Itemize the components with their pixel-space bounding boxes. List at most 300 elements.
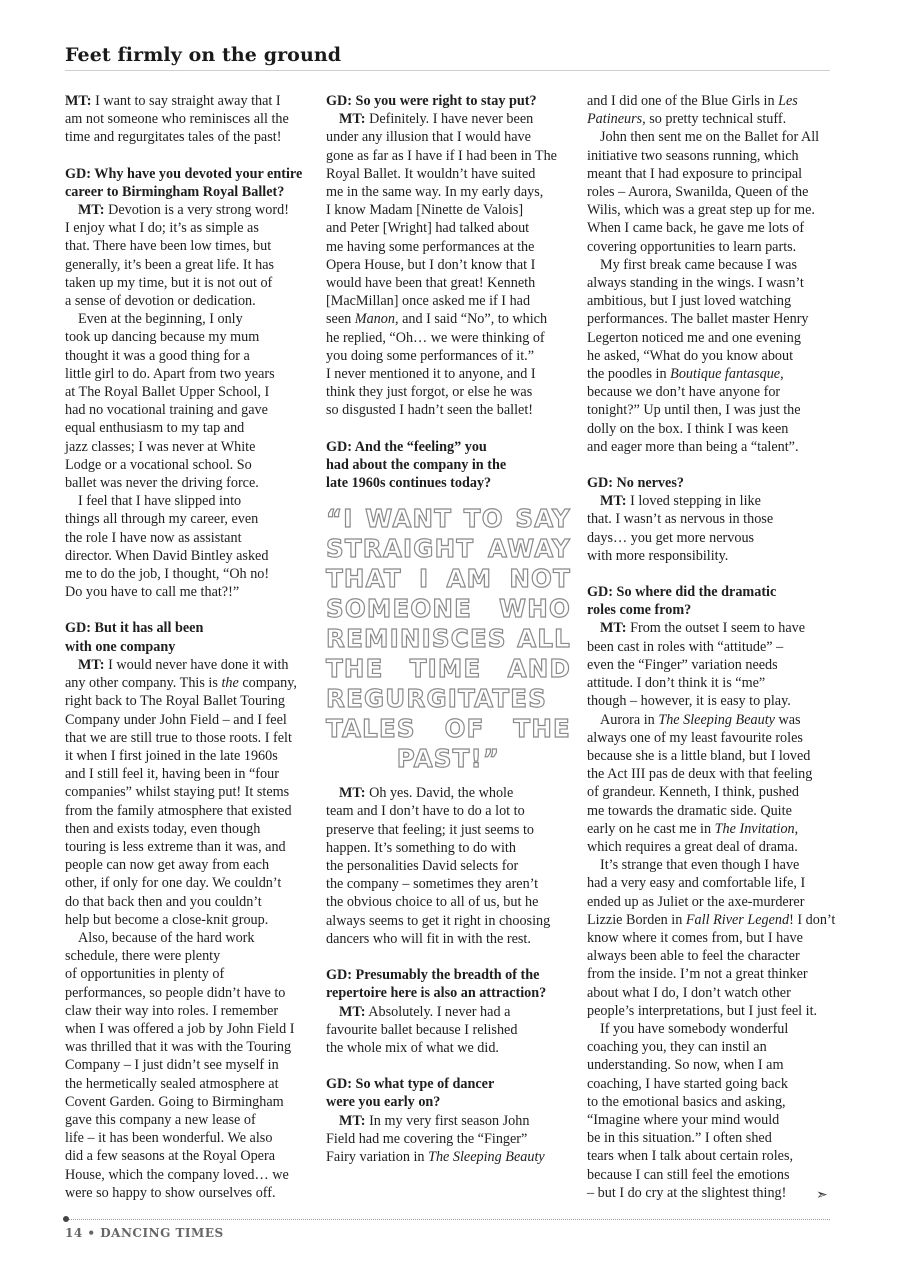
text-line [587, 529, 830, 547]
text-line [587, 619, 830, 637]
pull-quote-line: PAST!” [396, 744, 501, 774]
text-segment: always seems to get it right in choosing [326, 912, 551, 929]
pull-quote-line: TALES OF THE [326, 714, 571, 744]
question-line [587, 583, 830, 601]
text-line [65, 1093, 308, 1111]
speaker-label: MT: [339, 785, 366, 802]
text-line [587, 1184, 830, 1202]
text-line [65, 565, 308, 583]
text-line [587, 1166, 830, 1184]
text-segment: to the emotional basics and asking, [587, 1093, 786, 1110]
text-segment: generally, it’s been a great life. It has [65, 256, 275, 273]
text-line [587, 110, 830, 128]
text-segment: Definitely. I have never been [369, 111, 534, 128]
text-line [587, 1129, 830, 1147]
text-line [326, 1112, 569, 1130]
text-segment: took up dancing because my mum [65, 329, 260, 346]
text-segment: me to do the job, I thought, “Oh no! [65, 566, 270, 583]
text-segment: initiative two seasons running, which [587, 147, 799, 164]
text-line [326, 310, 569, 328]
text-segment: Even at the beginning, I only [78, 311, 243, 328]
text-segment: “Imagine where your mind would [587, 1111, 780, 1128]
text-line [326, 365, 569, 383]
text-line [587, 1111, 830, 1129]
text-line [587, 438, 830, 456]
text-segment: Legerton noticed me and one evening [587, 329, 801, 346]
text-segment: always one of my least favourite roles [587, 729, 803, 746]
question-line [65, 183, 308, 201]
text-segment: days… you get more nervous [587, 529, 755, 546]
question-line [65, 619, 308, 637]
text-line [587, 638, 830, 656]
text-line [65, 219, 308, 237]
text-segment: late 1960s continues today? [326, 475, 492, 492]
text-segment: that. I wasn’t as nervous in those [587, 511, 774, 528]
text-segment: because she is a little bland, but I loved [587, 747, 811, 764]
speaker-label: MT: [339, 1112, 366, 1129]
text-segment: the whole mix of what we did. [326, 1039, 499, 1056]
text-line [65, 1075, 308, 1093]
pull-quote-line: STRAIGHT AWAY [326, 534, 571, 564]
text-line [587, 1147, 830, 1165]
text-line [65, 347, 308, 365]
text-segment: from the family atmosphere that existed [65, 802, 292, 819]
text-segment: me in the same way. In my early days, [326, 184, 544, 201]
text-line [326, 1130, 569, 1148]
text-segment: In my very first season John [369, 1112, 530, 1129]
text-segment: at The Royal Ballet Upper School, I [65, 384, 270, 401]
text-segment: had no vocational training and gave [65, 402, 268, 419]
text-segment: favourite ballet because I relished [326, 1021, 518, 1038]
paragraph-gap [65, 147, 308, 165]
text-line [326, 912, 569, 930]
magazine-name: DANCING TIMES [100, 1226, 224, 1240]
italic-title: Les [778, 93, 798, 109]
text-segment: me having some performances at the [326, 238, 535, 255]
text-segment: GD: So you were right to stay put? [326, 93, 537, 109]
text-line [587, 838, 830, 856]
text-segment: equal enthusiasm to my tap and [65, 420, 245, 437]
text-line [65, 1147, 308, 1165]
text-segment: From the outset I seem to have [630, 620, 806, 637]
text-line [587, 674, 830, 692]
paragraph-gap [326, 1057, 569, 1075]
text-segment: Company under John Field – and I feel [65, 711, 287, 728]
text-segment: I know Madam [Ninette de Valois] [326, 202, 524, 219]
text-segment: If you have somebody wonderful [600, 1020, 789, 1037]
italic-title: Fall River Legend [685, 911, 790, 928]
text-line [326, 329, 569, 347]
text-line [65, 893, 308, 911]
text-line [587, 820, 830, 838]
text-line [326, 256, 569, 274]
text-line [326, 274, 569, 292]
text-segment: the poodles in [587, 366, 667, 383]
text-line [326, 875, 569, 893]
paragraph-gap [587, 456, 830, 474]
text-line [587, 1002, 830, 1020]
continue-arrow-icon: ➣ [816, 1187, 828, 1203]
text-line [65, 1184, 308, 1202]
paragraph-gap [65, 601, 308, 619]
text-segment: had a very easy and comfortable life, I [587, 875, 806, 892]
text-line [65, 1111, 308, 1129]
text-segment: I enjoy what I do; it’s as simple as [65, 220, 259, 237]
text-segment: people can now get away from each [65, 857, 270, 874]
text-line [65, 401, 308, 419]
text-segment: touring is less extreme than it was, and [65, 838, 286, 855]
text-segment: under any illusion that I would have [326, 129, 531, 146]
text-segment: did a few seasons at the Royal Opera [65, 1148, 275, 1165]
question-line [326, 474, 569, 492]
text-segment: I never mentioned it to anyone, and I [326, 366, 536, 383]
text-line [65, 583, 308, 601]
text-segment: company, [242, 675, 297, 692]
text-segment: when I was offered a job by John Field I [65, 1020, 295, 1037]
text-line [65, 438, 308, 456]
text-line [326, 347, 569, 365]
text-segment: ambitious, but I just loved watching [587, 293, 792, 310]
text-line [65, 965, 308, 983]
question-line [326, 984, 569, 1002]
text-line [587, 420, 830, 438]
text-line [587, 656, 830, 674]
text-segment: that. There have been low times, but [65, 238, 272, 255]
text-segment: GD: No nerves? [587, 475, 684, 492]
italic-title: The Sleeping Beauty [658, 711, 775, 728]
text-segment: you doing some performances of it.” [326, 347, 535, 364]
text-line [326, 1039, 569, 1057]
text-segment: dancers who will fit in with the rest. [326, 930, 531, 947]
text-segment: help but become a close-knit group. [65, 911, 269, 928]
pull-quote-line: REMINISCES ALL [326, 624, 571, 654]
text-line [587, 947, 830, 965]
text-segment: of grandeur. Kenneth, I think, pushed [587, 784, 799, 801]
text-segment: he replied, “Oh… we were thinking of [326, 329, 545, 346]
text-segment: Also, because of the hard work [78, 929, 255, 946]
text-line [65, 310, 308, 328]
text-line [587, 183, 830, 201]
text-line [587, 856, 830, 874]
text-line [65, 456, 308, 474]
text-segment: tonight?” Up until then, I was just the [587, 402, 801, 419]
text-segment: , [794, 820, 799, 837]
text-segment: know where it comes from, but I have [587, 929, 803, 946]
text-line [65, 874, 308, 892]
italic-title: Patineurs [587, 111, 643, 128]
text-segment: performances, so people didn’t have to [65, 984, 286, 1001]
speaker-label: MT: [78, 656, 105, 673]
text-segment: , [780, 366, 784, 383]
text-line [326, 383, 569, 401]
text-line [65, 547, 308, 565]
text-line [587, 711, 830, 729]
text-segment: ended up as Juliet or the axe-murderer [587, 893, 805, 910]
text-segment: career to Birmingham Royal Ballet? [65, 183, 285, 200]
text-segment: early on he cast me in [587, 820, 712, 837]
text-line [587, 747, 830, 765]
text-line [587, 383, 830, 401]
text-segment: taken up my time, but it is not out of [65, 274, 273, 291]
text-segment: and I did one of the Blue Girls in [587, 93, 775, 109]
question-line [326, 966, 569, 984]
text-segment: because we don’t have anyone for [587, 384, 781, 401]
text-line [587, 911, 836, 929]
text-segment: thought it was a good thing for a [65, 347, 250, 364]
text-line [65, 474, 308, 492]
text-line [65, 529, 308, 547]
text-line [65, 656, 308, 674]
text-line [326, 893, 569, 911]
text-line [65, 820, 308, 838]
text-line [65, 711, 308, 729]
text-line [65, 1166, 308, 1184]
text-segment: were so happy to show ourselves off. [65, 1184, 276, 1201]
text-segment: I loved stepping in like [630, 493, 761, 510]
page-footer [65, 1226, 224, 1240]
text-line [587, 547, 830, 565]
text-line [587, 802, 830, 820]
pull-quote [326, 504, 571, 774]
text-segment: because I can still feel the emotions [587, 1166, 790, 1183]
column-2 [326, 92, 569, 1166]
speaker-label: MT: [339, 1003, 366, 1020]
text-segment: seen [326, 311, 352, 328]
text-segment: so disgusted I hadn’t seen the ballet! [326, 402, 533, 419]
text-segment: roles – Aurora, Swanilda, Queen of the [587, 184, 809, 201]
text-segment: When I came back, he gave me lots of [587, 220, 805, 237]
text-segment: would have been that great! Kenneth [326, 275, 536, 292]
text-line [587, 1093, 830, 1111]
text-line [587, 256, 830, 274]
text-line [65, 802, 308, 820]
text-segment: director. When David Bintley asked [65, 547, 269, 564]
text-segment: be in this situation.” I often shed [587, 1130, 772, 1147]
text-line [326, 292, 569, 310]
text-line [65, 856, 308, 874]
text-line [65, 729, 308, 747]
text-line [326, 201, 569, 219]
text-segment: Company – I just didn’t see myself in [65, 1057, 279, 1074]
text-line [65, 1129, 308, 1147]
text-line [65, 292, 308, 310]
text-segment: were you early on? [326, 1094, 441, 1111]
text-segment: though – however, it is easy to play. [587, 693, 791, 710]
text-segment: It’s strange that even though I have [600, 857, 800, 874]
text-segment: people’s interpretations, but I just feel it. [587, 1002, 818, 1019]
text-segment: Do you have to call me that?!” [65, 584, 240, 601]
text-line [65, 947, 308, 965]
text-line [65, 692, 308, 710]
text-line [65, 747, 308, 765]
text-segment: dolly on the box. I think I was keen [587, 420, 789, 437]
text-line [326, 110, 569, 128]
text-segment: always been able to feel the character [587, 948, 800, 965]
text-line [587, 965, 830, 983]
italic-title: The Invitation [714, 820, 795, 837]
text-line [65, 783, 308, 801]
text-segment: Wilis, which was a great step up for me. [587, 202, 815, 219]
text-segment: GD: Presumably the breadth of the [326, 967, 540, 984]
pull-quote-line: THE TIME AND [326, 654, 571, 684]
italic-title: Boutique fantasque [670, 366, 781, 383]
text-segment: preserve that feeling; it just seems to [326, 821, 535, 838]
text-line [587, 492, 830, 510]
text-segment: right back to The Royal Ballet Touring [65, 693, 285, 710]
text-segment: repertoire here is also an attraction? [326, 985, 547, 1002]
text-segment: tears when I talk about certain roles, [587, 1148, 794, 1165]
text-line [587, 893, 830, 911]
text-segment: Devotion is a very strong word! [108, 202, 289, 219]
pull-quote-line: REGURGITATES [326, 684, 548, 714]
question-line [326, 1075, 569, 1093]
text-segment: other, if only for one day. We couldn’t [65, 875, 282, 892]
text-segment: from the inside. I’m not a great thinker [587, 966, 808, 983]
text-line [65, 1038, 308, 1056]
text-segment: time and regurgitates tales of the past! [65, 129, 282, 146]
speaker-label: MT: [65, 93, 92, 109]
speaker-label: MT: [339, 111, 366, 128]
text-segment: [MacMillan] once asked me if I had [326, 293, 531, 310]
footer-divider [65, 1219, 830, 1220]
text-line [65, 911, 308, 929]
footer-dot-icon [63, 1216, 69, 1222]
text-line [587, 219, 830, 237]
text-line [326, 930, 569, 948]
text-segment: GD: Why have you devoted your entire [65, 165, 303, 182]
text-segment: am not someone who reminisces all the [65, 111, 289, 128]
text-line [65, 128, 308, 146]
text-segment: companies” whilst staying put! It stems [65, 784, 290, 801]
text-segment: roles come from? [587, 602, 692, 619]
text-segment: and eager more than being a “talent”. [587, 438, 799, 455]
text-line [65, 256, 308, 274]
text-line [65, 510, 308, 528]
text-segment: had about the company in the [326, 456, 507, 473]
text-line [65, 1056, 308, 1074]
text-segment: even the “Finger” variation needs [587, 656, 778, 673]
text-line [587, 292, 830, 310]
text-segment: Absolutely. I never had a [368, 1003, 511, 1020]
italic-title: The Sleeping Beauty [428, 1148, 545, 1165]
text-segment: any other company. This is [65, 675, 218, 692]
text-line [326, 238, 569, 256]
text-segment: John then sent me on the Ballet for All [600, 129, 820, 146]
text-line [587, 201, 830, 219]
text-line [65, 328, 308, 346]
text-segment: I would never have done it with [108, 656, 289, 673]
text-segment: Opera House, but I don’t know that I [326, 256, 536, 273]
text-segment: meant that I had exposure to principal [587, 165, 803, 182]
column-3 [587, 92, 836, 1202]
pull-quote-line: SOMEONE WHO [326, 594, 571, 624]
paragraph-gap [326, 420, 569, 438]
speaker-label: MT: [78, 202, 105, 219]
italic-title: Manon [354, 311, 395, 328]
text-segment: do that back then and you couldn’t [65, 893, 262, 910]
text-segment: been cast in roles with “attitude” – [587, 638, 784, 655]
text-line [326, 1003, 569, 1021]
speaker-label: MT: [600, 493, 627, 510]
text-segment: coaching you, they can instil an [587, 1039, 767, 1056]
text-segment: covering opportunities to learn parts. [587, 238, 797, 255]
text-line [587, 92, 830, 110]
text-line [65, 419, 308, 437]
text-segment: think they just forgot, or else he was [326, 384, 533, 401]
text-line [65, 929, 308, 947]
text-segment: gone as far as I have if I had been in The [326, 147, 557, 164]
text-line [587, 274, 830, 292]
text-line [326, 219, 569, 237]
text-line [65, 365, 308, 383]
text-segment: little girl to do. Apart from two years [65, 365, 275, 382]
pull-quote-line: “I WANT TO SAY [326, 504, 571, 534]
text-segment: Lizzie Borden in [587, 911, 683, 928]
text-segment: GD: So where did the dramatic [587, 584, 777, 601]
speaker-label: MT: [600, 620, 627, 637]
text-segment: of opportunities in plenty of [65, 966, 225, 983]
text-line [587, 874, 830, 892]
text-segment: always standing in the wings. I wasn’t [587, 275, 804, 292]
text-segment: – but I do cry at the slightest thing! [587, 1184, 787, 1201]
text-segment: schedule, there were plenty [65, 948, 221, 965]
text-line [65, 110, 308, 128]
text-segment: then and exists today, even though [65, 820, 261, 837]
text-line [65, 765, 308, 783]
text-segment: a sense of devotion or dedication. [65, 293, 256, 310]
question-line [587, 474, 830, 492]
article-title: Feet firmly on the ground [65, 44, 342, 66]
text-line [326, 857, 569, 875]
text-segment: ballet was never the driving force. [65, 475, 259, 492]
text-segment: gave this company a new lease of [65, 1111, 256, 1128]
text-line [587, 1020, 830, 1038]
text-segment: Covent Garden. Going to Birmingham [65, 1093, 284, 1110]
text-line [65, 274, 308, 292]
text-segment: House, which the company loved… we [65, 1166, 289, 1183]
text-line [587, 984, 830, 1002]
text-segment: , and I said “No”, to which [394, 311, 548, 328]
column-1 [65, 92, 308, 1202]
text-segment: the obvious choice to all of us, but he [326, 894, 539, 911]
text-segment: it when I first joined in the late 1960s [65, 747, 278, 764]
footer-separator-icon: • [87, 1226, 96, 1240]
text-segment: GD: And the “feeling” you [326, 438, 487, 455]
text-segment: the company – sometimes they aren’t [326, 876, 539, 893]
question-line [326, 1093, 569, 1111]
text-segment: GD: So what type of dancer [326, 1076, 495, 1093]
text-segment: attitude. I don’t think it is “me” [587, 675, 766, 692]
text-line [65, 492, 308, 510]
text-line [326, 839, 569, 857]
text-segment: was [778, 711, 801, 728]
text-line [587, 510, 830, 528]
question-line [326, 456, 569, 474]
text-line [65, 237, 308, 255]
text-line [587, 147, 830, 165]
text-line [587, 1056, 830, 1074]
text-segment: about what I do, I don’t watch other [587, 984, 791, 1001]
text-segment: ! I don’t [789, 911, 836, 928]
text-line [65, 1020, 308, 1038]
page-number: 14 [65, 1226, 83, 1240]
text-segment: jazz classes; I was never at White [65, 438, 256, 455]
text-segment: My first break came because I was [600, 256, 797, 273]
text-line [587, 329, 830, 347]
paragraph-gap [326, 948, 569, 966]
question-line [326, 438, 569, 456]
text-line [326, 147, 569, 165]
